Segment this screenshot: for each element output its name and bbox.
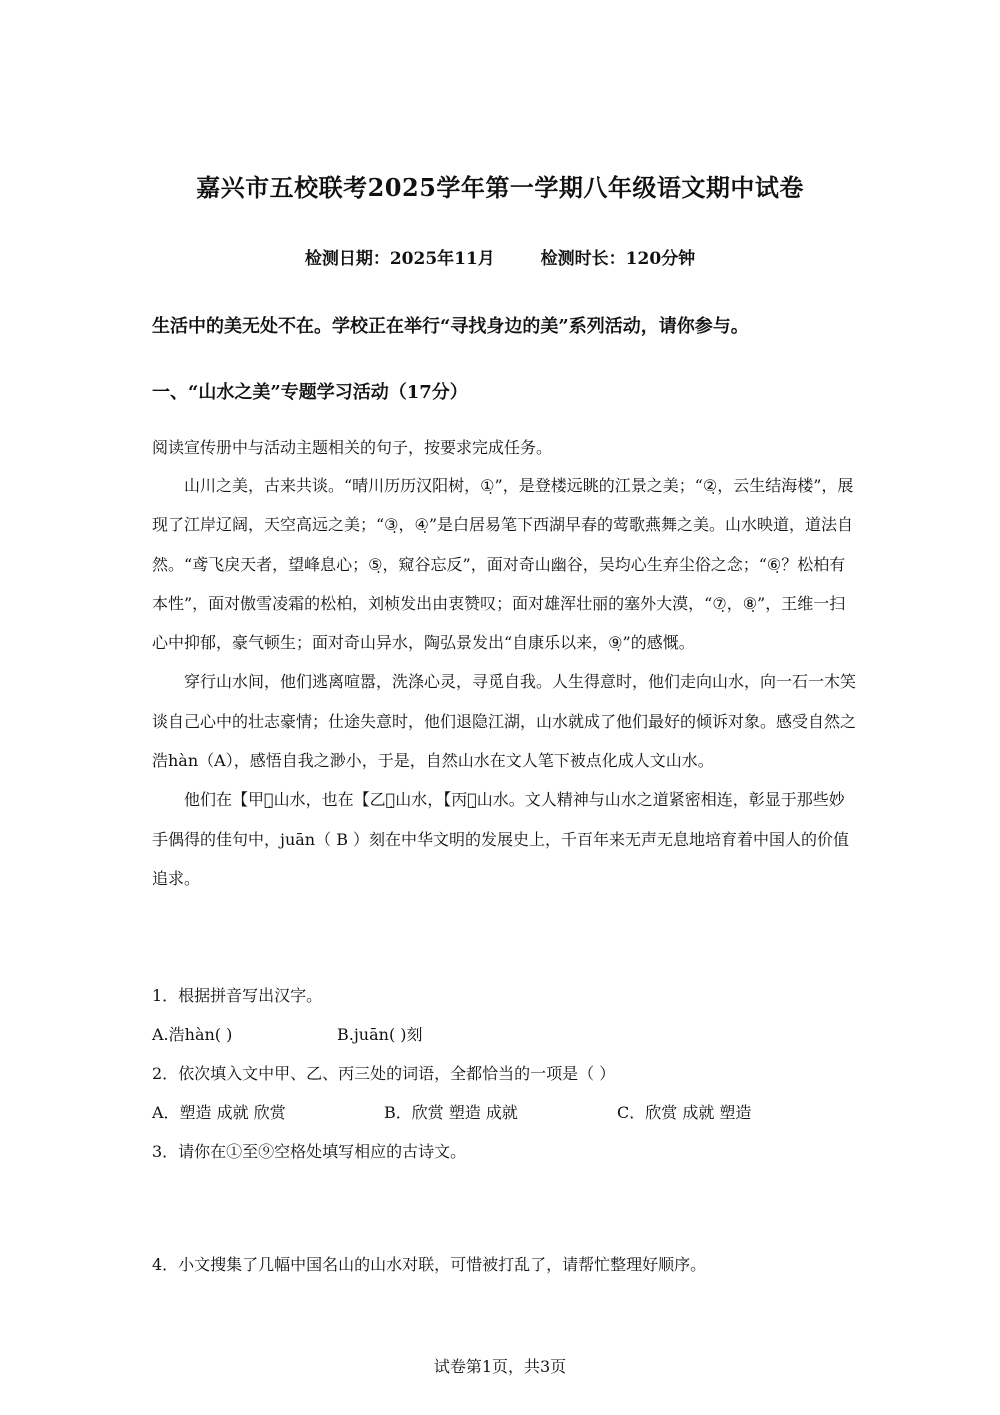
question-1-option-a: A.浩hàn( ) — [152, 1025, 233, 1044]
section-heading: 一、“山水之美”专题学习活动（17分） — [152, 382, 468, 403]
question-3-stem: 3．请你在①至⑨空格处填写相应的古诗文。 — [152, 1142, 467, 1161]
question-4-stem: 4．小文搜集了几幅中国名山的山水对联，可惜被打乱了，请帮忙整理好顺序。 — [152, 1255, 707, 1274]
question-2-option-b: B．欣赏 塑造 成就 — [384, 1103, 518, 1122]
exam-date: 检测日期：2025年11月 — [304, 249, 495, 269]
question-2-stem: 2．依次填入文中甲、乙、丙三处的词语，全都恰当的一项是（ ） — [152, 1064, 616, 1083]
question-1-option-b: B.juān( )刻 — [337, 1025, 423, 1044]
reading-instruction: 阅读宣传册中与活动主题相关的句子，按要求完成任务。 — [152, 438, 553, 457]
exam-duration: 检测时长：120分钟 — [540, 249, 696, 269]
question-1-options — [152, 1015, 857, 1054]
exam-meta — [0, 244, 1000, 269]
question-1-stem: 1．根据拼音写出汉字。 — [152, 986, 323, 1005]
page-footer: 试卷第1页，共3页 — [433, 1357, 567, 1376]
activity-intro: 生活中的美无处不在。学校正在举行“寻找身边的美”系列活动，请你参与。 — [152, 316, 749, 337]
passage-paragraph: 他们在【甲】̣山水，也在【乙】̣山水，【丙】̣山水。文人精神与山水之道紧密相连，彰显于那些妙手偶得的佳句中，juān（ B ）刻在中华文明的发展史上，千百年来无声无息地培育着中国人的价值追求。 — [152, 790, 850, 888]
document-title: 嘉兴市五校联考2025学年第一学期八年级语文期中试卷 — [196, 173, 804, 202]
question-2-option-c: C．欣赏 成就 塑造 — [617, 1103, 752, 1122]
passage-paragraph: 穿行山水间，他们逃离喧嚣，洗涤心灵，寻觅自我。人生得意时，他们走向山水，向一石一木笑谈自己心中的壮志豪情；仕途失意时，他们退隐江湖，山水就成了他们最好的倾诉对象。感受自然之浩hàn（A），感悟自我之渺小，于是，自然山水在文人笔下被点化成人文山水。 — [152, 672, 857, 771]
passage-paragraph: 山川之美，古来共谈。“晴川历历汉阳树，①̣”，是登楼远眺的江景之美；“②̣，云生结海楼”，展现了江岸辽阔，天空高远之美；“③̣，④̣”是白居易笔下西湖早春的莺歌燕舞之美。山水映道，道法自然。“鸢飞戾天者，望峰息心；⑤̣，窥谷忘反”，面对奇山幽谷，吴均心生弃尘俗之念；“⑥̣？松柏有本性”，面对傲雪凌霜的松柏，刘桢发出由衷赞叹；面对雄浑壮丽的塞外大漠，“⑦̣，⑧̣”，王维一扫心中抑郁，豪气顿生；面对奇山异水，陶弘景发出“自康乐以来，⑨̣”的感慨。 — [152, 476, 854, 653]
reading-passage — [152, 466, 857, 898]
question-2-option-a: A．塑造 成就 欣赏 — [152, 1103, 286, 1122]
